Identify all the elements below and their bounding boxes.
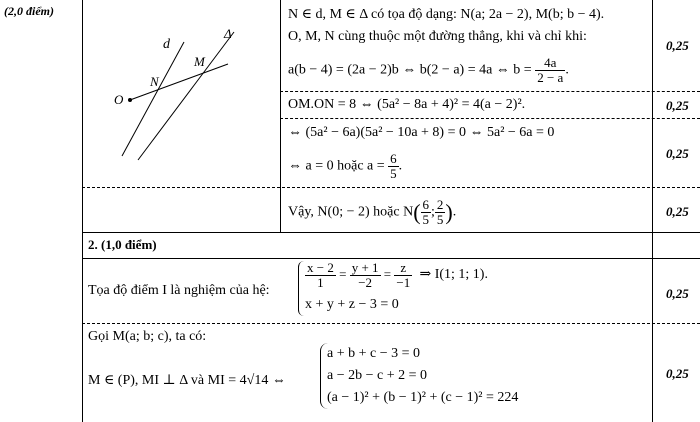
row3-divider <box>82 187 700 188</box>
point-O <box>128 98 132 102</box>
row3-score: 0,25 <box>666 146 689 161</box>
row1-line3: a(b − 4) = (2a − 2)b ⇔ b(2 − a) = 4a ⇔ b = $\frac{4a}{2 - a}$ . <box>288 55 569 85</box>
row3-equation: ⇔ a = 0 hoặc a = <box>288 158 385 174</box>
sys-eq3: (a − 1)² + (b − 1)² + (c − 1)² = 224 <box>327 390 519 405</box>
row4-line1: Vậy, N(0; − 2) hoặc N( $\frac{6}{5}$ ; $\frac{2}{5}$ ). <box>288 197 457 227</box>
row1-line1: N ∈ d, M ∈ Δ có tọa độ dạng: N(a; 2a − 2), M(b; b − 4). <box>288 7 605 22</box>
border-diagram <box>280 0 281 232</box>
frac-z: $\frac{z}{-1}$ <box>396 260 411 290</box>
border-left-label <box>82 0 83 422</box>
row1-divider <box>280 91 700 92</box>
row1-equation: a(b − 4) = (2a − 2)b ⇔ b(2 − a) = 4a ⇔ b = <box>288 62 532 78</box>
part2-header-border <box>82 258 700 259</box>
row2-divider <box>280 118 700 119</box>
part2-row2-system <box>318 343 518 409</box>
part2-row2-intro: Gọi M(a; b; c), ta có: <box>88 329 207 344</box>
part1-bottom-border <box>82 232 700 233</box>
label-N: N <box>150 74 159 89</box>
line-OM <box>130 64 228 100</box>
part2-row1-score: 0,25 <box>666 286 689 301</box>
row3-line2: ⇔ a = 0 hoặc a = $\frac{6}{5}$ . <box>288 151 403 181</box>
row1-line2: O, M, N cùng thuộc một đường thẳng, khi và chỉ khi: <box>288 29 587 44</box>
row4-equation: Vậy, N(0; − 2) hoặc N <box>288 204 414 220</box>
fraction-b: $\frac{4a}{2 - a}$ <box>537 55 564 85</box>
part2-header: 2. (1,0 điểm) <box>88 237 157 252</box>
geometry-diagram <box>100 20 270 170</box>
score-label: (2,0 điểm) <box>4 4 54 18</box>
row2-score: 0,25 <box>666 98 689 113</box>
label-O: O <box>114 92 124 107</box>
part2-row2-score: 0,25 <box>666 366 689 381</box>
label-M: M <box>194 54 205 69</box>
sys-eq1: a + b + c − 3 = 0 <box>327 346 421 361</box>
row2-line1: OM.ON = 8 ⇔ (5a² − 8a + 4)² = 4(a − 2)². <box>288 97 526 112</box>
row1-score: 0,25 <box>666 38 689 53</box>
label-d: d <box>163 37 170 52</box>
part2-row1-eq2: x + y + z − 3 = 0 <box>305 297 399 312</box>
row4-score: 0,25 <box>666 204 689 219</box>
label-delta: Δ <box>224 26 232 41</box>
fraction-y: $\frac{2}{5}$ <box>436 197 444 227</box>
fraction-x: $\frac{6}{5}$ <box>422 197 430 227</box>
part2-row1-system: $\frac{x - 2}{1}$ = $\frac{y + 1}{-2}$ = $\frac{z}{-1}$ ⇒ I(1; 1; 1). x + y + z − 3 = 0 <box>296 261 488 316</box>
part2-row1-divider <box>82 323 700 324</box>
sys-eq2: a − 2b − c + 2 = 0 <box>327 368 428 383</box>
row3-line1: ⇔ (5a² − 6a)(5a² − 10a + 8) = 0 ⇔ 5a² − 6a = 0 <box>288 125 555 140</box>
fraction-a: $\frac{6}{5}$ <box>390 151 397 181</box>
frac-x: $\frac{x - 2}{1}$ <box>307 260 334 290</box>
part2-row2-cond: M ∈ (P), MI ⊥ Δ và MI = 4√14 ⇔ <box>88 373 286 388</box>
border-score <box>652 0 653 422</box>
frac-y: $\frac{y + 1}{-2}$ <box>351 260 379 290</box>
line-delta <box>138 32 234 160</box>
part2-row1-result: ⇒ I(1; 1; 1). <box>419 267 488 283</box>
part2-row1-text: Tọa độ điểm I là nghiệm của hệ: <box>88 283 270 298</box>
